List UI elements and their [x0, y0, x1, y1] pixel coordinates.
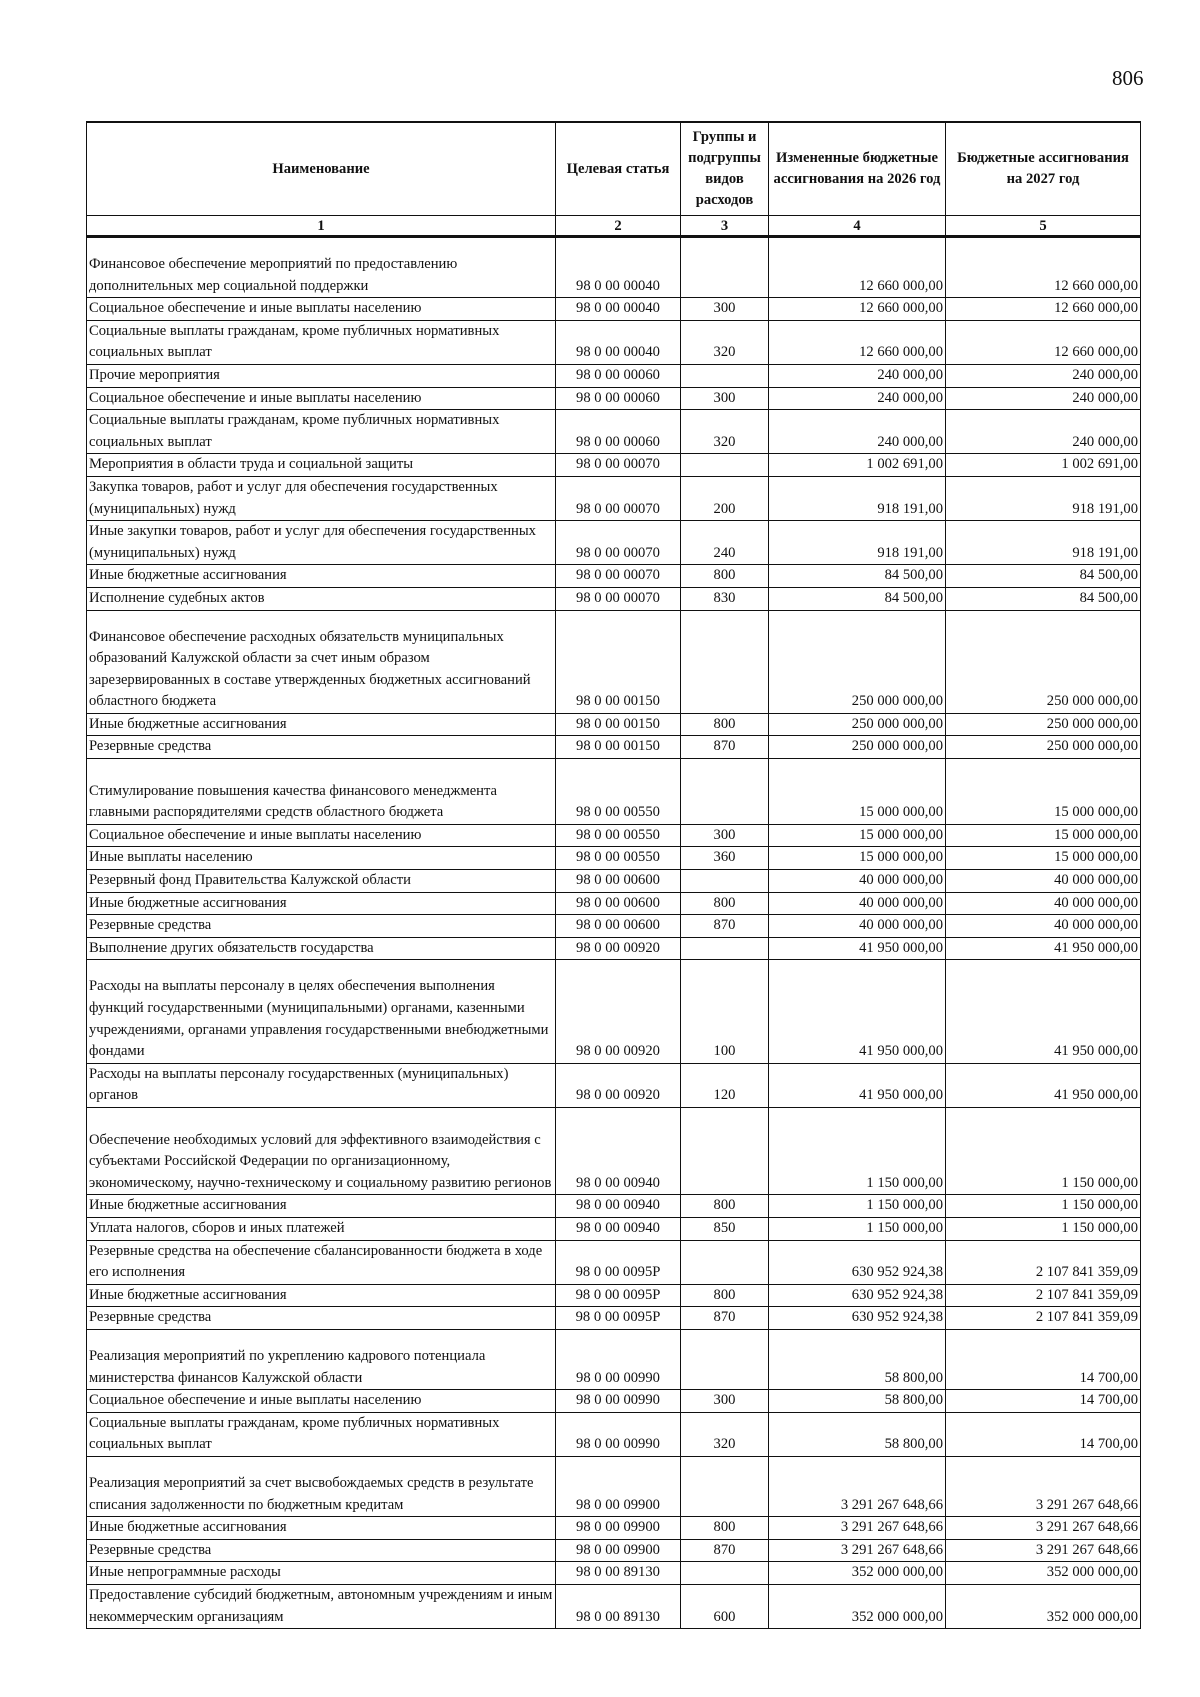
table-row: [87, 1195, 1141, 1218]
row-name-cell: Иные бюджетные ассигнования: [87, 565, 556, 588]
row-amount-2027-cell: 1 150 000,00: [946, 1195, 1141, 1218]
row-expense-group-cell: 800: [681, 713, 769, 736]
row-expense-group-cell: 870: [681, 1539, 769, 1562]
row-amount-2026-cell: 12 660 000,00: [769, 298, 946, 321]
row-amount-2026-cell: 84 500,00: [769, 565, 946, 588]
row-name-cell: Резервные средства: [87, 915, 556, 938]
row-target-article-cell: 98 0 00 00040: [556, 320, 681, 364]
row-amount-2027-cell: 250 000 000,00: [946, 610, 1141, 713]
row-target-article-cell: 98 0 00 00150: [556, 610, 681, 713]
row-expense-group-cell: [681, 237, 769, 298]
table-row: [87, 1218, 1141, 1241]
row-expense-group-cell: [681, 364, 769, 387]
row-target-article-cell: 98 0 00 00150: [556, 736, 681, 759]
row-amount-2027-cell: 40 000 000,00: [946, 870, 1141, 893]
row-expense-group-cell: [681, 610, 769, 713]
table-body: [87, 237, 1141, 1629]
table-row: [87, 565, 1141, 588]
row-expense-group-cell: 320: [681, 1412, 769, 1456]
row-name-cell: Иные бюджетные ассигнования: [87, 892, 556, 915]
column-number: 2: [556, 216, 681, 237]
row-expense-group-cell: [681, 1562, 769, 1585]
row-target-article-cell: 98 0 00 00940: [556, 1108, 681, 1195]
row-expense-group-cell: 320: [681, 410, 769, 454]
row-amount-2026-cell: 918 191,00: [769, 476, 946, 520]
row-name-cell: Резервные средства: [87, 1539, 556, 1562]
row-name-cell: Предоставление субсидий бюджетным, автономным учреждениям и иным некоммерческим организациям: [87, 1584, 556, 1628]
table-row: [87, 476, 1141, 520]
row-target-article-cell: 98 0 00 00990: [556, 1412, 681, 1456]
table-row: [87, 1517, 1141, 1540]
row-target-article-cell: 98 0 00 00070: [556, 476, 681, 520]
table-row: [87, 915, 1141, 938]
row-target-article-cell: 98 0 00 00150: [556, 713, 681, 736]
row-amount-2026-cell: 3 291 267 648,66: [769, 1456, 946, 1516]
row-amount-2026-cell: 58 800,00: [769, 1329, 946, 1389]
row-expense-group-cell: 800: [681, 1195, 769, 1218]
row-expense-group-cell: 870: [681, 1307, 769, 1330]
table-row: [87, 892, 1141, 915]
row-target-article-cell: 98 0 00 00600: [556, 892, 681, 915]
table-row: [87, 1456, 1141, 1516]
row-expense-group-cell: 600: [681, 1584, 769, 1628]
row-name-cell: Резервные средства на обеспечение сбалансированности бюджета в ходе его исполнения: [87, 1240, 556, 1284]
row-amount-2026-cell: 3 291 267 648,66: [769, 1517, 946, 1540]
row-expense-group-cell: 120: [681, 1063, 769, 1107]
table-row: [87, 364, 1141, 387]
row-target-article-cell: 98 0 00 00550: [556, 759, 681, 825]
table-row: [87, 736, 1141, 759]
row-name-cell: Социальное обеспечение и иные выплаты населению: [87, 824, 556, 847]
row-target-article-cell: 98 0 00 09900: [556, 1456, 681, 1516]
row-expense-group-cell: 870: [681, 915, 769, 938]
header-target-article: Целевая статья: [556, 122, 681, 216]
row-expense-group-cell: 300: [681, 1390, 769, 1413]
row-amount-2026-cell: 40 000 000,00: [769, 915, 946, 938]
row-name-cell: Социальные выплаты гражданам, кроме публичных нормативных социальных выплат: [87, 410, 556, 454]
row-target-article-cell: 98 0 00 00070: [556, 587, 681, 610]
budget-table: [86, 121, 1141, 1629]
row-amount-2026-cell: 12 660 000,00: [769, 320, 946, 364]
row-amount-2026-cell: 15 000 000,00: [769, 847, 946, 870]
table-row: [87, 1539, 1141, 1562]
column-number: 1: [87, 216, 556, 237]
row-name-cell: Социальное обеспечение и иные выплаты населению: [87, 298, 556, 321]
row-amount-2027-cell: 15 000 000,00: [946, 847, 1141, 870]
row-amount-2026-cell: 352 000 000,00: [769, 1562, 946, 1585]
row-amount-2026-cell: 3 291 267 648,66: [769, 1539, 946, 1562]
row-amount-2026-cell: 58 800,00: [769, 1390, 946, 1413]
row-amount-2026-cell: 240 000,00: [769, 364, 946, 387]
row-expense-group-cell: 850: [681, 1218, 769, 1241]
row-amount-2026-cell: 84 500,00: [769, 587, 946, 610]
row-amount-2026-cell: 12 660 000,00: [769, 237, 946, 298]
column-number: 5: [946, 216, 1141, 237]
row-amount-2027-cell: 352 000 000,00: [946, 1584, 1141, 1628]
row-name-cell: Выполнение других обязательств государства: [87, 937, 556, 960]
row-amount-2026-cell: 1 150 000,00: [769, 1195, 946, 1218]
table-row: [87, 587, 1141, 610]
row-amount-2027-cell: 2 107 841 359,09: [946, 1240, 1141, 1284]
row-amount-2027-cell: 84 500,00: [946, 587, 1141, 610]
row-amount-2026-cell: 41 950 000,00: [769, 1063, 946, 1107]
header-expense-group: Группы и подгруппы видов расходов: [681, 122, 769, 216]
row-amount-2027-cell: 250 000 000,00: [946, 736, 1141, 759]
row-target-article-cell: 98 0 00 09900: [556, 1539, 681, 1562]
table-row: [87, 1390, 1141, 1413]
column-number: 4: [769, 216, 946, 237]
row-name-cell: Иные бюджетные ассигнования: [87, 1517, 556, 1540]
row-amount-2027-cell: 41 950 000,00: [946, 937, 1141, 960]
table-row: [87, 960, 1141, 1063]
row-target-article-cell: 98 0 00 00070: [556, 454, 681, 477]
row-amount-2027-cell: 240 000,00: [946, 387, 1141, 410]
row-amount-2027-cell: 1 002 691,00: [946, 454, 1141, 477]
row-amount-2027-cell: 12 660 000,00: [946, 320, 1141, 364]
page-number: 806: [1112, 66, 1144, 90]
row-amount-2027-cell: 918 191,00: [946, 521, 1141, 565]
row-amount-2027-cell: 14 700,00: [946, 1329, 1141, 1389]
row-name-cell: Иные непрограммные расходы: [87, 1562, 556, 1585]
row-amount-2026-cell: 250 000 000,00: [769, 736, 946, 759]
row-amount-2027-cell: 918 191,00: [946, 476, 1141, 520]
row-name-cell: Социальное обеспечение и иные выплаты населению: [87, 387, 556, 410]
header-amount-2026: Измененные бюджетные ассигнования на 2026 год: [769, 122, 946, 216]
row-amount-2027-cell: 1 150 000,00: [946, 1108, 1141, 1195]
row-amount-2026-cell: 1 002 691,00: [769, 454, 946, 477]
row-expense-group-cell: 200: [681, 476, 769, 520]
row-amount-2026-cell: 41 950 000,00: [769, 960, 946, 1063]
table-row: [87, 824, 1141, 847]
row-amount-2026-cell: 1 150 000,00: [769, 1108, 946, 1195]
row-amount-2027-cell: 240 000,00: [946, 410, 1141, 454]
row-name-cell: Иные бюджетные ассигнования: [87, 1195, 556, 1218]
row-target-article-cell: 98 0 00 00940: [556, 1195, 681, 1218]
row-amount-2027-cell: 12 660 000,00: [946, 237, 1141, 298]
row-amount-2026-cell: 240 000,00: [769, 387, 946, 410]
table-row: [87, 1307, 1141, 1330]
row-expense-group-cell: [681, 937, 769, 960]
row-amount-2027-cell: 41 950 000,00: [946, 960, 1141, 1063]
row-amount-2026-cell: 250 000 000,00: [769, 610, 946, 713]
row-amount-2027-cell: 352 000 000,00: [946, 1562, 1141, 1585]
row-name-cell: Социальные выплаты гражданам, кроме публичных нормативных социальных выплат: [87, 1412, 556, 1456]
row-name-cell: Резервный фонд Правительства Калужской области: [87, 870, 556, 893]
row-target-article-cell: 98 0 00 00070: [556, 521, 681, 565]
row-expense-group-cell: [681, 759, 769, 825]
row-target-article-cell: 98 0 00 00600: [556, 870, 681, 893]
row-target-article-cell: 98 0 00 00920: [556, 960, 681, 1063]
table-row: [87, 387, 1141, 410]
table-row: [87, 521, 1141, 565]
row-expense-group-cell: [681, 1108, 769, 1195]
row-expense-group-cell: [681, 1329, 769, 1389]
table-row: [87, 1240, 1141, 1284]
row-name-cell: Иные бюджетные ассигнования: [87, 1284, 556, 1307]
row-amount-2026-cell: 250 000 000,00: [769, 713, 946, 736]
row-expense-group-cell: 830: [681, 587, 769, 610]
row-name-cell: Резервные средства: [87, 736, 556, 759]
row-amount-2026-cell: 40 000 000,00: [769, 870, 946, 893]
table-row: [87, 610, 1141, 713]
row-name-cell: Иные выплаты населению: [87, 847, 556, 870]
table-row: [87, 410, 1141, 454]
row-target-article-cell: 98 0 00 00550: [556, 824, 681, 847]
row-name-cell: Мероприятия в области труда и социальной защиты: [87, 454, 556, 477]
row-amount-2026-cell: 240 000,00: [769, 410, 946, 454]
row-amount-2027-cell: 240 000,00: [946, 364, 1141, 387]
row-target-article-cell: 98 0 00 00060: [556, 387, 681, 410]
row-target-article-cell: 98 0 00 89130: [556, 1562, 681, 1585]
row-amount-2027-cell: 15 000 000,00: [946, 824, 1141, 847]
row-name-cell: Обеспечение необходимых условий для эффективного взаимодействия с субъектами Российской Федерации по организационному, экономическому, научно-техническому и социальному развитию регионов: [87, 1108, 556, 1195]
header-name: Наименование: [87, 122, 556, 216]
row-amount-2026-cell: 40 000 000,00: [769, 892, 946, 915]
row-name-cell: Расходы на выплаты персоналу государственных (муниципальных) органов: [87, 1063, 556, 1107]
row-name-cell: Финансовое обеспечение расходных обязательств муниципальных образований Калужской области за счет иным образом зарезервированных в составе утвержденных бюджетных ассигнований областного бюджета: [87, 610, 556, 713]
table-row: [87, 1329, 1141, 1389]
row-name-cell: Иные бюджетные ассигнования: [87, 713, 556, 736]
table-row: [87, 870, 1141, 893]
row-target-article-cell: 98 0 00 00060: [556, 410, 681, 454]
table-row: [87, 1412, 1141, 1456]
table-row: [87, 847, 1141, 870]
row-target-article-cell: 98 0 00 00940: [556, 1218, 681, 1241]
table-row: [87, 1108, 1141, 1195]
row-target-article-cell: 98 0 00 0095P: [556, 1240, 681, 1284]
row-expense-group-cell: 360: [681, 847, 769, 870]
row-amount-2026-cell: 630 952 924,38: [769, 1240, 946, 1284]
table-row: [87, 320, 1141, 364]
row-amount-2027-cell: 41 950 000,00: [946, 1063, 1141, 1107]
row-name-cell: Прочие мероприятия: [87, 364, 556, 387]
row-name-cell: Закупка товаров, работ и услуг для обеспечения государственных (муниципальных) нужд: [87, 476, 556, 520]
row-target-article-cell: 98 0 00 0095P: [556, 1307, 681, 1330]
row-target-article-cell: 98 0 00 0095P: [556, 1284, 681, 1307]
row-name-cell: Социальное обеспечение и иные выплаты населению: [87, 1390, 556, 1413]
row-amount-2026-cell: 15 000 000,00: [769, 824, 946, 847]
row-amount-2027-cell: 14 700,00: [946, 1390, 1141, 1413]
table-row: [87, 298, 1141, 321]
row-target-article-cell: 98 0 00 00920: [556, 1063, 681, 1107]
row-amount-2026-cell: 352 000 000,00: [769, 1584, 946, 1628]
row-name-cell: Социальные выплаты гражданам, кроме публичных нормативных социальных выплат: [87, 320, 556, 364]
row-target-article-cell: 98 0 00 00990: [556, 1329, 681, 1389]
row-name-cell: Стимулирование повышения качества финансового менеджмента главными распорядителями средств областного бюджета: [87, 759, 556, 825]
table-row: [87, 1063, 1141, 1107]
table-row: [87, 454, 1141, 477]
row-target-article-cell: 98 0 00 00600: [556, 915, 681, 938]
row-amount-2027-cell: 2 107 841 359,09: [946, 1284, 1141, 1307]
row-name-cell: Иные закупки товаров, работ и услуг для обеспечения государственных (муниципальных) нужд: [87, 521, 556, 565]
table-row: [87, 1562, 1141, 1585]
row-amount-2027-cell: 40 000 000,00: [946, 892, 1141, 915]
table-row: [87, 713, 1141, 736]
row-target-article-cell: 98 0 00 00040: [556, 298, 681, 321]
row-amount-2026-cell: 15 000 000,00: [769, 759, 946, 825]
row-name-cell: Резервные средства: [87, 1307, 556, 1330]
table-row: [87, 1284, 1141, 1307]
row-amount-2027-cell: 3 291 267 648,66: [946, 1539, 1141, 1562]
row-amount-2026-cell: 918 191,00: [769, 521, 946, 565]
row-amount-2026-cell: 1 150 000,00: [769, 1218, 946, 1241]
row-amount-2027-cell: 250 000 000,00: [946, 713, 1141, 736]
row-amount-2027-cell: 3 291 267 648,66: [946, 1456, 1141, 1516]
row-expense-group-cell: 300: [681, 298, 769, 321]
row-name-cell: Исполнение судебных актов: [87, 587, 556, 610]
row-amount-2027-cell: 3 291 267 648,66: [946, 1517, 1141, 1540]
row-expense-group-cell: 320: [681, 320, 769, 364]
row-name-cell: Уплата налогов, сборов и иных платежей: [87, 1218, 556, 1241]
row-expense-group-cell: 800: [681, 1284, 769, 1307]
row-expense-group-cell: 800: [681, 1517, 769, 1540]
row-expense-group-cell: 800: [681, 892, 769, 915]
row-target-article-cell: 98 0 00 00550: [556, 847, 681, 870]
row-expense-group-cell: 300: [681, 824, 769, 847]
table-row: [87, 937, 1141, 960]
row-target-article-cell: 98 0 00 89130: [556, 1584, 681, 1628]
row-target-article-cell: 98 0 00 00040: [556, 237, 681, 298]
row-expense-group-cell: [681, 1240, 769, 1284]
row-expense-group-cell: 300: [681, 387, 769, 410]
row-name-cell: Реализация мероприятий по укреплению кадрового потенциала министерства финансов Калужской области: [87, 1329, 556, 1389]
row-amount-2026-cell: 630 952 924,38: [769, 1307, 946, 1330]
header-amount-2027: Бюджетные ассигнования на 2027 год: [946, 122, 1141, 216]
row-target-article-cell: 98 0 00 09900: [556, 1517, 681, 1540]
column-number-row: [87, 216, 1141, 237]
row-amount-2027-cell: 15 000 000,00: [946, 759, 1141, 825]
table-row: [87, 1584, 1141, 1628]
row-target-article-cell: 98 0 00 00060: [556, 364, 681, 387]
column-number: 3: [681, 216, 769, 237]
row-expense-group-cell: 100: [681, 960, 769, 1063]
row-amount-2027-cell: 1 150 000,00: [946, 1218, 1141, 1241]
row-amount-2027-cell: 40 000 000,00: [946, 915, 1141, 938]
row-amount-2027-cell: 12 660 000,00: [946, 298, 1141, 321]
table-row: [87, 759, 1141, 825]
row-name-cell: Реализация мероприятий за счет высвобождаемых средств в результате списания задолженности по бюджетным кредитам: [87, 1456, 556, 1516]
row-target-article-cell: 98 0 00 00990: [556, 1390, 681, 1413]
table-row: [87, 237, 1141, 298]
row-target-article-cell: 98 0 00 00070: [556, 565, 681, 588]
row-expense-group-cell: 870: [681, 736, 769, 759]
row-target-article-cell: 98 0 00 00920: [556, 937, 681, 960]
row-amount-2026-cell: 58 800,00: [769, 1412, 946, 1456]
row-name-cell: Расходы на выплаты персоналу в целях обеспечения выполнения функций государственными (муниципальными) органами, казенными учреждениями, органами управления государственными внебюджетными фондами: [87, 960, 556, 1063]
row-amount-2027-cell: 84 500,00: [946, 565, 1141, 588]
row-amount-2026-cell: 41 950 000,00: [769, 937, 946, 960]
row-expense-group-cell: 800: [681, 565, 769, 588]
row-expense-group-cell: 240: [681, 521, 769, 565]
row-expense-group-cell: [681, 454, 769, 477]
row-amount-2026-cell: 630 952 924,38: [769, 1284, 946, 1307]
header-row: [87, 122, 1141, 216]
row-expense-group-cell: [681, 870, 769, 893]
row-name-cell: Финансовое обеспечение мероприятий по предоставлению дополнительных мер социальной поддержки: [87, 237, 556, 298]
row-amount-2027-cell: 2 107 841 359,09: [946, 1307, 1141, 1330]
row-amount-2027-cell: 14 700,00: [946, 1412, 1141, 1456]
row-expense-group-cell: [681, 1456, 769, 1516]
